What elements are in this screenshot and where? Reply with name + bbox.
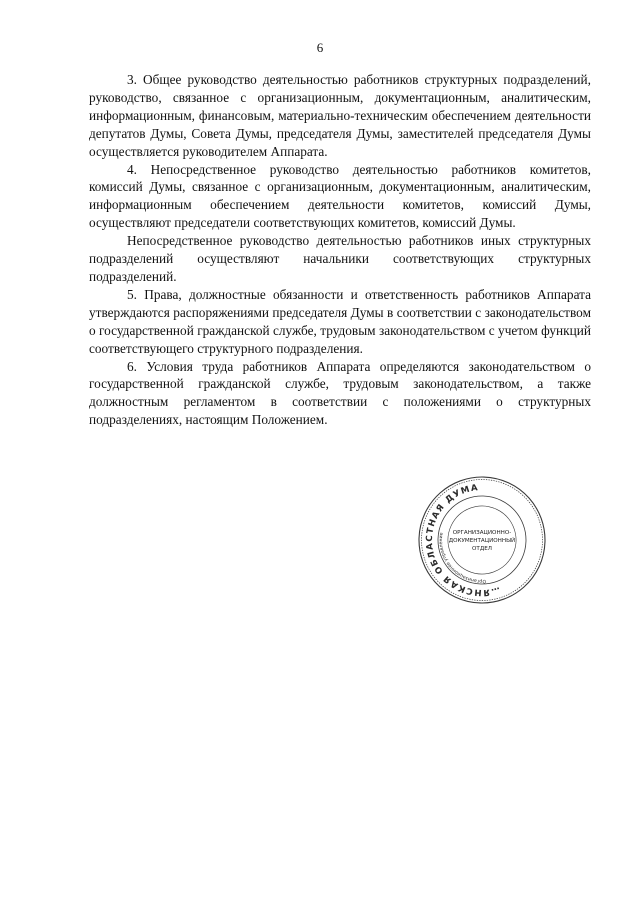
stamp-center-line-2: ДОКУМЕНТАЦИОННЫЙ — [448, 538, 516, 544]
official-stamp — [416, 474, 548, 606]
stamp-center-line-3: ОТДЕЛ — [472, 546, 492, 552]
paragraph-5: 5. Права, должностные обязанности и ответственность работников Аппарата утверждаются распоряжениями председателя Думы в соответствии с законодательством о государственной гражданской службе, трудовым законодательством с учетом функций соответствующего структурного подразделения. — [89, 286, 591, 356]
page-number: 6 — [316, 40, 324, 55]
stamp-center-line-1: ОРГАНИЗАЦИОННО- — [452, 530, 512, 536]
stamp-outer-ring-text: …ЯНСКАЯ ОБЛАСТНАЯ ДУМА — [424, 482, 501, 598]
paragraph-4-continued: Непосредственное руководство деятельностью работников иных структурных подразделений осуществляют начальники соответствующих структурных подразделений. — [89, 233, 591, 284]
document-body — [89, 71, 591, 429]
paragraph-3: 3. Общее руководство деятельностью работников структурных подразделений, руководство, связанное с организационным, документационным, аналитическим, информационным, финансовым, материально-техническим обеспечением деятельности депутатов Думы, Совета Думы, председателя Думы, заместителей председателя Думы осуществляется руководителем Аппарата. — [89, 72, 591, 159]
stamp-inner-ring-text: Организационное управление — [438, 532, 487, 584]
paragraph-4: 4. Непосредственное руководство деятельностью работников комитетов, комиссий Думы, связанное с организационным, документационным, аналитическим, информационным обеспечением деятельности комитетов, комиссий Думы, осуществляют председатели соответствующих комитетов, комиссий Думы. — [89, 161, 591, 231]
paragraph-6: 6. Условия труда работников Аппарата определяются законодательством о государственной гражданской службе, трудовым законодательством, а также должностным регламентом в соответствии с положениями о структурных подразделениях, настоящим Положением. — [89, 358, 591, 428]
